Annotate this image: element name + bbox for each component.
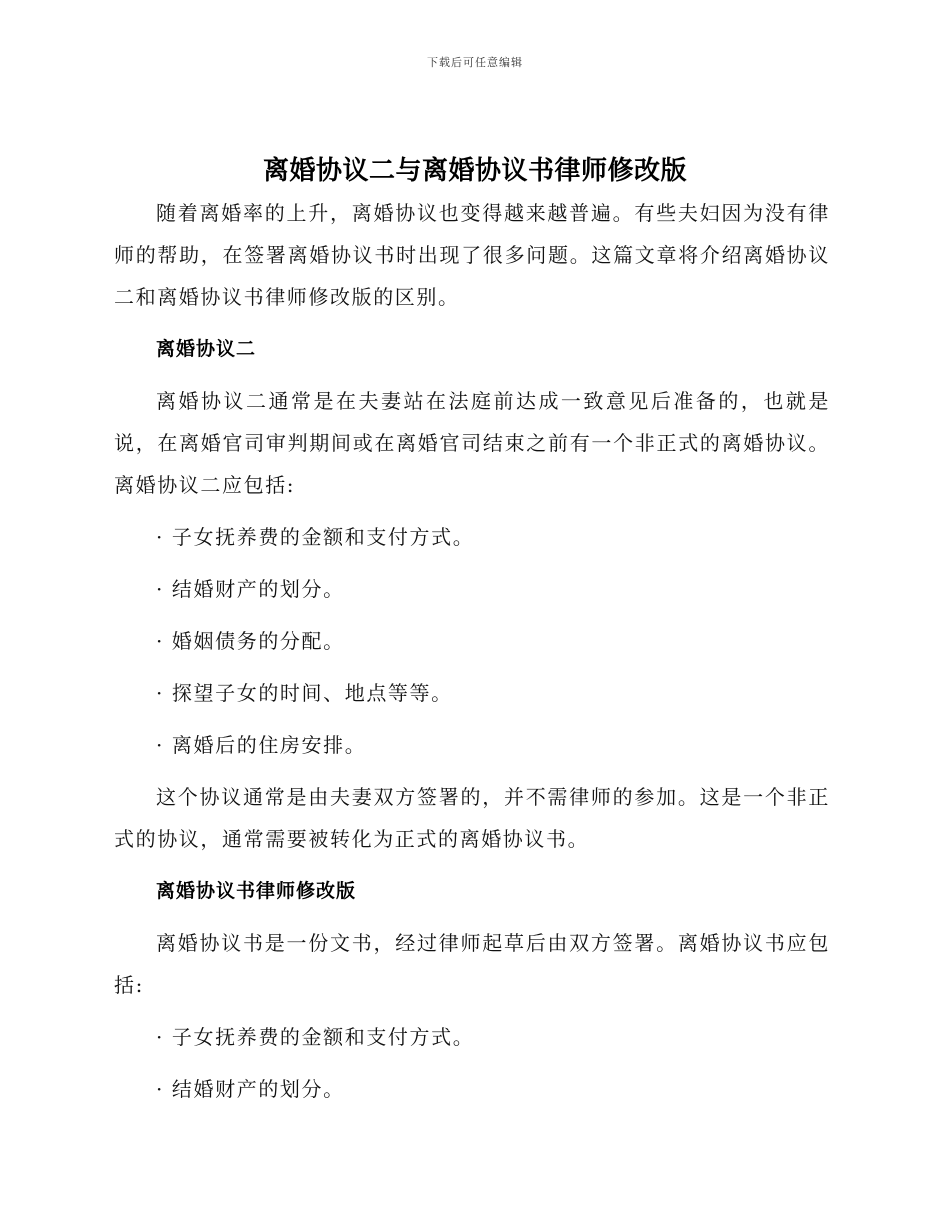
list-item: · 婚姻债务的分配。 [156, 629, 345, 653]
section-one-closing: 这个协议通常是由夫妻双方签署的，并不需律师的参加。这是一个非正式的协议，通常需要被转化为正式的离婚协议书。 [114, 785, 830, 851]
list-item: · 结婚财产的划分。 [156, 1077, 345, 1101]
section-heading-agreement-two: 离婚协议二 [156, 338, 257, 360]
section-two-paragraph: 离婚协议书是一份文书，经过律师起草后由双方签署。离婚协议书应包括: [114, 931, 830, 997]
list-item: · 探望子女的时间、地点等等。 [156, 681, 453, 705]
section-one-paragraph: 离婚协议二通常是在夫妻站在法庭前达成一致意见后准备的，也就是说，在离婚官司审判期间或在离婚官司结束之前有一个非正式的离婚协议。离婚协议二应包括: [114, 389, 830, 497]
list-item: · 结婚财产的划分。 [156, 577, 345, 601]
header-note: 下载后可任意编辑 [427, 56, 523, 69]
document-title: 离婚协议二与离婚协议书律师修改版 [262, 156, 687, 186]
document-body [114, 192, 830, 1120]
intro-paragraph: 随着离婚率的上升，离婚协议也变得越来越普遍。有些夫妇因为没有律师的帮助，在签署离婚协议书时出现了很多问题。这篇文章将介绍离婚协议二和离婚协议书律师修改版的区别。 [114, 201, 830, 309]
list-item: · 离婚后的住房安排。 [156, 733, 367, 757]
list-item: · 子女抚养费的金额和支付方式。 [156, 1025, 475, 1049]
list-item: · 子女抚养费的金额和支付方式。 [156, 525, 475, 549]
section-heading-lawyer-revised: 离婚协议书律师修改版 [156, 880, 357, 902]
